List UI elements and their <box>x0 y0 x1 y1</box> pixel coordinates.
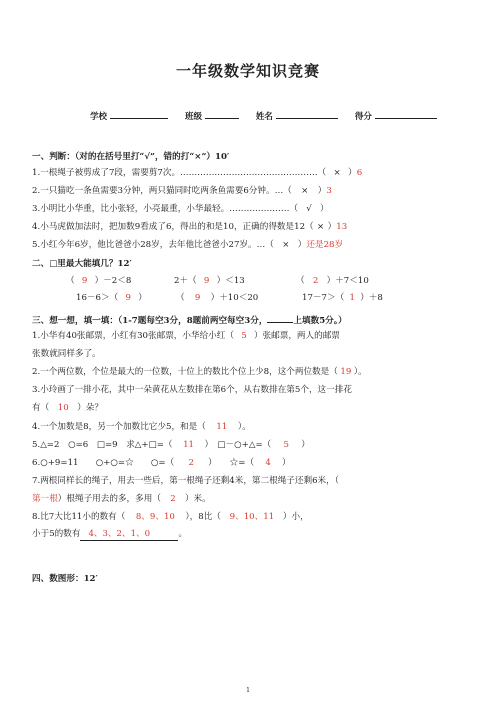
judge-mark[interactable]: × <box>333 168 341 178</box>
fill-answer[interactable]: 1 <box>349 293 355 303</box>
q3-line-1: 3.小玲画了一排小花，其中一朵黄花从左数排在第6个，从右数排在第5个，这一排花 <box>32 385 352 395</box>
fill-answer[interactable]: 9 <box>203 276 210 286</box>
q5-text-mid: ） □－○+△=（ <box>204 440 272 450</box>
q6-answer-2[interactable]: 4 <box>265 458 271 468</box>
section3-header-text: 三、想一想，填一填：（1-7题每空3分，8题前两空每空3分， <box>32 316 268 326</box>
correction: 还是28岁 <box>306 240 344 250</box>
judge-item-1 <box>32 167 362 179</box>
section3-header-blank <box>267 313 293 323</box>
bracket-close: ） <box>317 186 327 196</box>
fill-item-2 <box>174 275 245 287</box>
q3-answer[interactable]: 10 <box>57 403 69 413</box>
q2-line <box>32 366 367 378</box>
q4-text: 4.一个加数是8，另一个加数比它少5，和是（ <box>32 422 206 432</box>
fill-text: ） <box>138 293 147 303</box>
correction: 3 <box>326 186 332 196</box>
judge-mark[interactable]: √ <box>306 204 312 214</box>
q8-answer-2[interactable]: 9、10、11 <box>229 512 275 522</box>
name-label: 姓名 <box>255 112 273 122</box>
bracket-close: ） <box>320 204 329 214</box>
judge-question: 3.小明比小华重，比小张轻，小亮最重，小华最轻。…………………（ <box>32 204 299 214</box>
q7-line-1: 7.两根同样长的绳子，用去一些后，第一根绳子还剩4米，第二根绳子还剩6米，（ <box>32 476 340 486</box>
q3-line-2 <box>32 402 103 414</box>
judge-mark[interactable]: × <box>317 222 325 232</box>
school-label: 学校 <box>90 112 108 122</box>
q1-answer[interactable]: 5 <box>241 331 247 341</box>
correction: 13 <box>336 222 348 232</box>
q5-answer-1[interactable]: 11 <box>183 440 194 450</box>
q3-text: 有（ <box>32 403 50 413</box>
fill-text: ）－2＜8 <box>94 276 132 286</box>
q5-line <box>32 439 310 451</box>
section3-header <box>32 313 347 327</box>
name-blank[interactable] <box>276 109 338 119</box>
judge-question: 5.小红今年6岁，他比爸爸小28岁，去年他比爸爸小27岁。…（ <box>32 240 274 250</box>
q5-answer-2[interactable]: 5 <box>283 440 289 450</box>
fill-text: 16－6＞（ <box>76 293 119 303</box>
section3-header-tail: 上填数5分。） <box>293 316 347 326</box>
class-label: 班级 <box>184 112 202 122</box>
bracket-close: ） <box>297 240 307 250</box>
section1-header: 一、判断：（对的在括号里打“√”，错的打“×”）10′ <box>32 152 230 162</box>
q7-line-2 <box>32 493 211 505</box>
q6-text-tail: ） <box>282 458 291 468</box>
q1-line-2: 张数就同样多了。 <box>32 349 101 359</box>
q1-text: 1.小华有40张邮票，小红有30张邮票，小华给小红（ <box>32 331 234 341</box>
judge-item-2 <box>32 185 332 197</box>
score-blank[interactable] <box>375 109 437 119</box>
q3-text-tail: ）朵？ <box>77 403 103 413</box>
q2-answer[interactable]: 19 <box>340 367 352 377</box>
q4-line <box>32 421 251 433</box>
q8-text: 8.比7大比11小的数有（ <box>32 512 126 522</box>
fill-answer[interactable]: 9 <box>81 276 88 286</box>
q6-answer-1[interactable]: 2 <box>188 458 194 468</box>
fill-text: 2＋（ <box>174 276 197 286</box>
q8-text-tail: ）小， <box>282 512 309 522</box>
fill-item-1 <box>66 275 131 287</box>
q5-text-tail: ） <box>301 440 310 450</box>
q1-text-tail: ）张邮票，两人的邮票 <box>253 331 340 341</box>
fill-text: ）＋10＜20 <box>210 293 259 303</box>
q8-line-2 <box>32 528 187 541</box>
q7-text-mid: ）根绳子用去的多，多用（ <box>57 494 161 504</box>
q2-text-tail: ）。 <box>353 367 367 377</box>
q2-text: 2.一个两位数，个位是最大的一位数，十位上的数比个位上少8，这个两位数是（ <box>32 367 338 377</box>
fill-answer[interactable]: 9 <box>125 293 131 303</box>
q5-text: 5.△=2 ○=6 □=9 求△+□=（ <box>32 440 173 450</box>
q8-text-2-tail: 。 <box>178 529 188 539</box>
q6-line <box>32 457 291 469</box>
q4-text-tail: ）。 <box>237 422 251 432</box>
fill-text: （ <box>296 276 305 286</box>
fill-text: ）＋7＜10 <box>326 276 369 286</box>
fill-text: （ <box>66 276 75 286</box>
q4-answer[interactable]: 11 <box>216 422 228 432</box>
fill-item-6 <box>302 292 383 304</box>
fill-answer[interactable]: 2 <box>312 276 319 286</box>
student-info-row <box>90 109 437 122</box>
section2-header: 二、□里最大能填几？12′ <box>32 259 132 269</box>
judge-item-5 <box>32 239 343 251</box>
q8-text-2: 小于5的数有 <box>32 529 81 539</box>
judge-mark[interactable]: × <box>282 240 290 250</box>
page-title: 一年级数学知识竞赛 <box>175 62 320 80</box>
school-blank[interactable] <box>110 109 168 119</box>
q1-line-1 <box>32 330 340 342</box>
q8-answer-1[interactable]: 8、9、10 <box>135 512 175 522</box>
judge-item-3 <box>32 203 329 215</box>
fill-text: ）＜13 <box>216 276 245 286</box>
fill-item-3 <box>296 275 369 287</box>
section4-header: 四、数图形：12′ <box>32 574 98 584</box>
fill-text: ）＋8 <box>360 293 383 303</box>
class-blank[interactable] <box>205 109 239 119</box>
q8-answer-3[interactable]: 4、3、2、1、0 <box>80 528 178 541</box>
bracket-close: ） <box>327 222 337 232</box>
fill-answer[interactable]: 9 <box>194 293 201 303</box>
bracket-close: ） <box>348 168 357 178</box>
q7-answer-2[interactable]: 2 <box>170 494 176 504</box>
correction: 6 <box>356 168 363 178</box>
judge-question: 4.小马虎做加法时，把加数9看成了6，得出的和是10，正确的得数是12（ <box>32 222 314 232</box>
judge-item-4 <box>32 221 347 233</box>
judge-mark[interactable]: × <box>301 186 309 196</box>
fill-item-4 <box>76 292 147 304</box>
fill-text: 17－7＞（ <box>302 293 345 303</box>
fill-text: （ <box>176 293 185 303</box>
q6-text: 6.○+9=11 ○+○=☆ ○=（ <box>32 458 175 468</box>
score-label: 得分 <box>354 112 372 122</box>
judge-question: 2.一只猫吃一条鱼需要3分钟，两只猫同时吃两条鱼需要6分钟。…（ <box>32 186 292 196</box>
q6-text-mid: ） ☆=（ <box>208 458 255 468</box>
page-number: 1 <box>246 687 250 694</box>
q7-text-tail: ）米。 <box>184 494 211 504</box>
fill-item-5 <box>176 292 258 304</box>
q7-answer-1[interactable]: 第一根 <box>32 494 58 504</box>
q8-line-1 <box>32 511 309 523</box>
judge-question: 1.一根绳子被剪成了7段，需要剪7次。…………………………………………（ <box>32 168 327 178</box>
q8-text-mid: ），8比（ <box>185 512 221 522</box>
